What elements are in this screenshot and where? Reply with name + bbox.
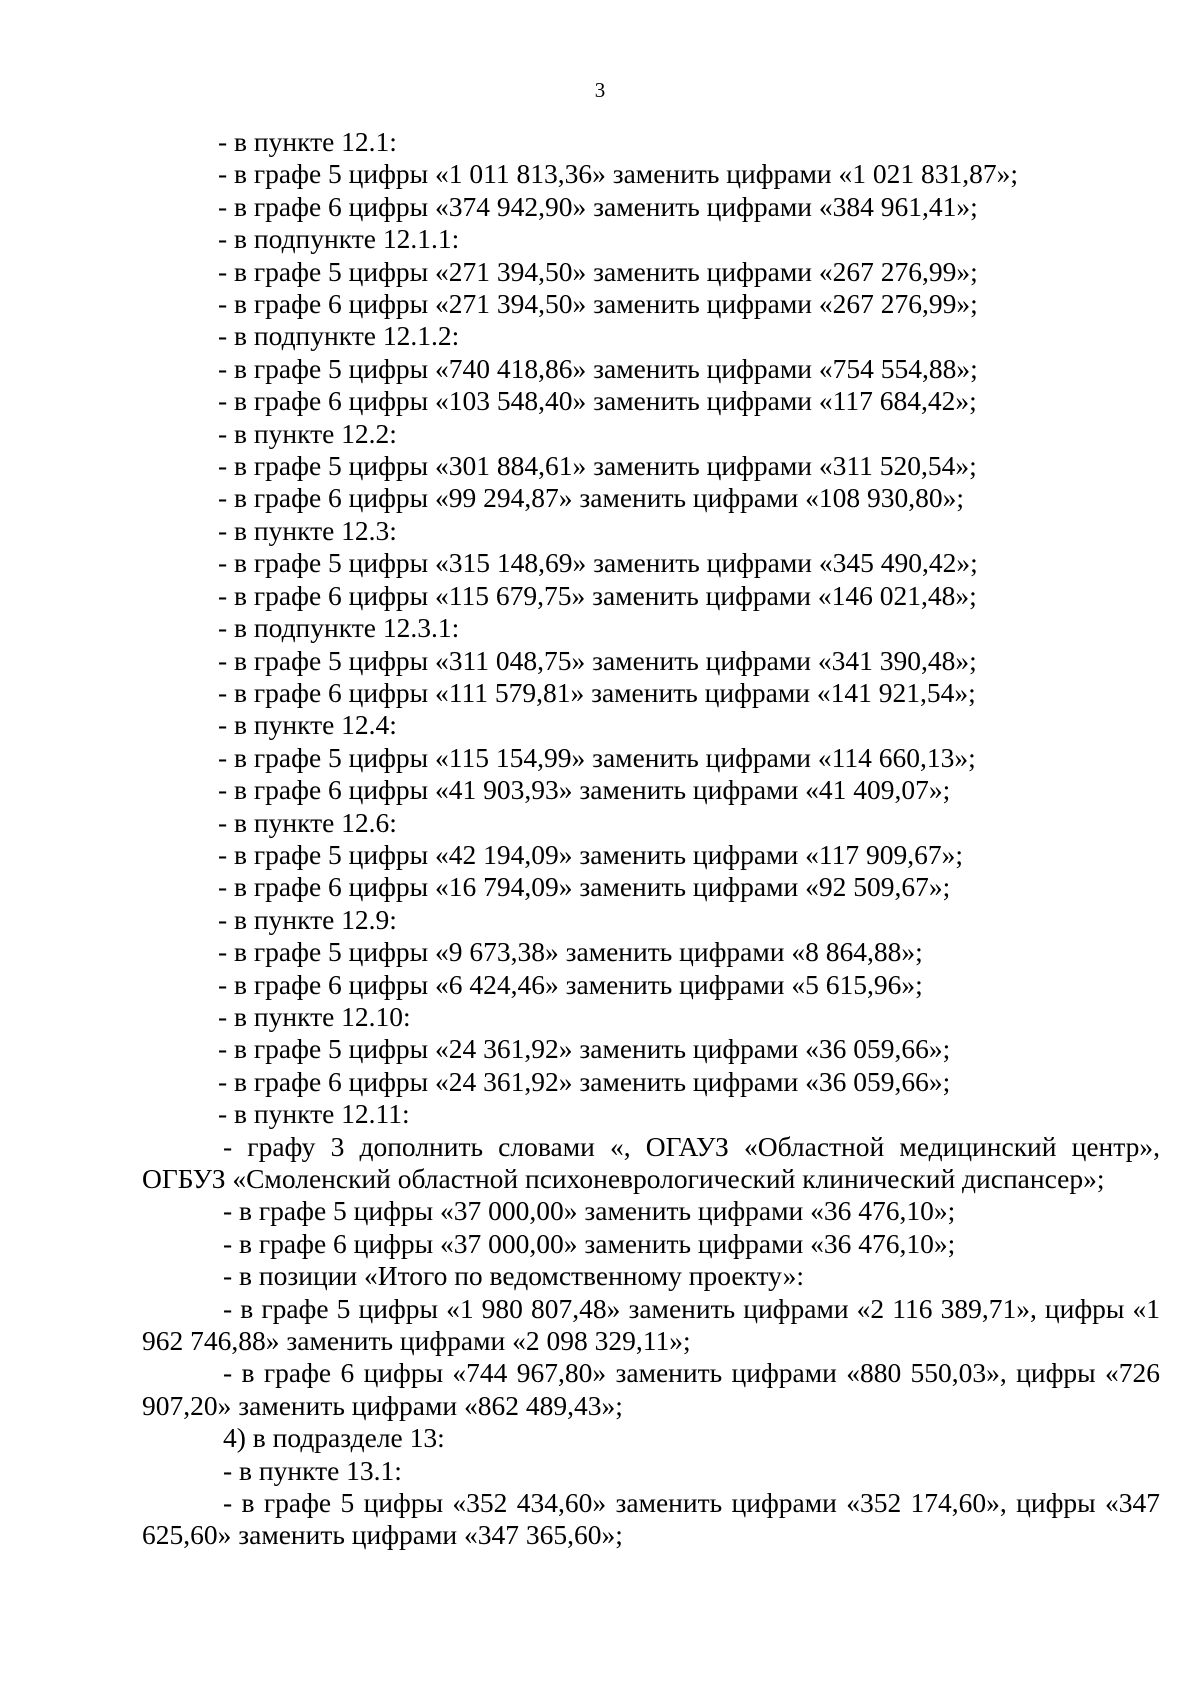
text-line: - в пункте 13.1: (223, 1454, 402, 1486)
text-line: - в пункте 12.2: (218, 417, 397, 449)
text-line: 4) в подразделе 13: (223, 1422, 445, 1454)
text-line: - в графе 6 цифры «115 679,75» заменить цифрами «146 021,48»; (218, 579, 977, 611)
text-line: - в графе 5 цифры «115 154,99» заменить цифрами «114 660,13»; (218, 741, 976, 773)
document-body (142, 126, 1160, 1552)
paragraph: - в графе 6 цифры «744 967,80» заменить цифрами «880 550,03», цифры «726 907,20» заменить цифрами «862 489,43»; (142, 1357, 1160, 1421)
text-line: - в пункте 12.11: (218, 1098, 410, 1130)
text-line: - в графе 5 цифры «301 884,61» заменить цифрами «311 520,54»; (218, 450, 977, 482)
text-line: - в графе 5 цифры «42 194,09» заменить цифрами «117 909,67»; (218, 838, 963, 870)
text-line: - в подпункте 12.1.2: (218, 320, 460, 352)
text-line: - в графе 6 цифры «374 942,90» заменить цифрами «384 961,41»; (218, 190, 978, 222)
page-number: 3 (594, 78, 606, 102)
text-line: - в подпункте 12.1.1: (218, 223, 460, 255)
text-line: - в графе 5 цифры «9 673,38» заменить цифрами «8 864,88»; (218, 936, 923, 968)
text-line: - в графе 5 цифры «311 048,75» заменить цифрами «341 390,48»; (218, 644, 977, 676)
text-line: - в графе 6 цифры «111 579,81» заменить цифрами «141 921,54»; (218, 676, 976, 708)
text-line: - в позиции «Итого по ведомственному проекту»: (223, 1260, 805, 1292)
text-line: - в графе 5 цифры «24 361,92» заменить цифрами «36 059,66»; (218, 1033, 951, 1065)
text-line: - в графе 6 цифры «16 794,09» заменить цифрами «92 509,67»; (218, 871, 951, 903)
text-line: - в графе 5 цифры «1 011 813,36» заменить цифрами «1 021 831,87»; (218, 158, 1018, 190)
text-line: - в графе 6 цифры «99 294,87» заменить цифрами «108 930,80»; (218, 482, 965, 514)
text-line: - в подпункте 12.3.1: (218, 612, 460, 644)
text-line: - в графе 6 цифры «37 000,00» заменить цифрами «36 476,10»; (223, 1227, 956, 1259)
text-line: - в пункте 12.1: (218, 126, 397, 157)
text-line: - в пункте 12.9: (218, 903, 397, 935)
text-line: - в графе 5 цифры «271 394,50» заменить цифрами «267 276,99»; (218, 255, 978, 287)
text-line: - в графе 5 цифры «315 148,69» заменить цифрами «345 490,42»; (218, 547, 978, 579)
text-line: - в пункте 12.6: (218, 806, 397, 838)
text-line: - в графе 5 цифры «37 000,00» заменить цифрами «36 476,10»; (223, 1195, 956, 1227)
text-line: - в графе 5 цифры «740 418,86» заменить цифрами «754 554,88»; (218, 352, 978, 384)
text-line: - в пункте 12.4: (218, 709, 397, 741)
paragraph: - в графе 5 цифры «1 980 807,48» заменить цифрами «2 116 389,71», цифры «1 962 746,88» заменить цифрами «2 098 329,11»; (142, 1292, 1160, 1357)
text-line: - в пункте 12.10: (218, 1000, 411, 1032)
text-line: - в графе 6 цифры «271 394,50» заменить цифрами «267 276,99»; (218, 288, 978, 320)
text-line: - в графе 6 цифры «41 903,93» заменить цифрами «41 409,07»; (218, 774, 951, 806)
text-line: - в графе 6 цифры «6 424,46» заменить цифрами «5 615,96»; (218, 968, 923, 1000)
text-line: - в пункте 12.3: (218, 514, 397, 546)
paragraph: - в графе 5 цифры «352 434,60» заменить цифрами «352 174,60», цифры «347 625,60» заменить цифрами «347 365,60»; (142, 1487, 1160, 1551)
text-line: - в графе 6 цифры «24 361,92» заменить цифрами «36 059,66»; (218, 1065, 951, 1097)
paragraph: - графу 3 дополнить словами «, ОГАУЗ «Областной медицинский центр», ОГБУЗ «Смоленский областной психоневрологический клинический диспансер»; (142, 1130, 1160, 1194)
text-line: - в графе 6 цифры «103 548,40» заменить цифрами «117 684,42»; (218, 385, 977, 417)
